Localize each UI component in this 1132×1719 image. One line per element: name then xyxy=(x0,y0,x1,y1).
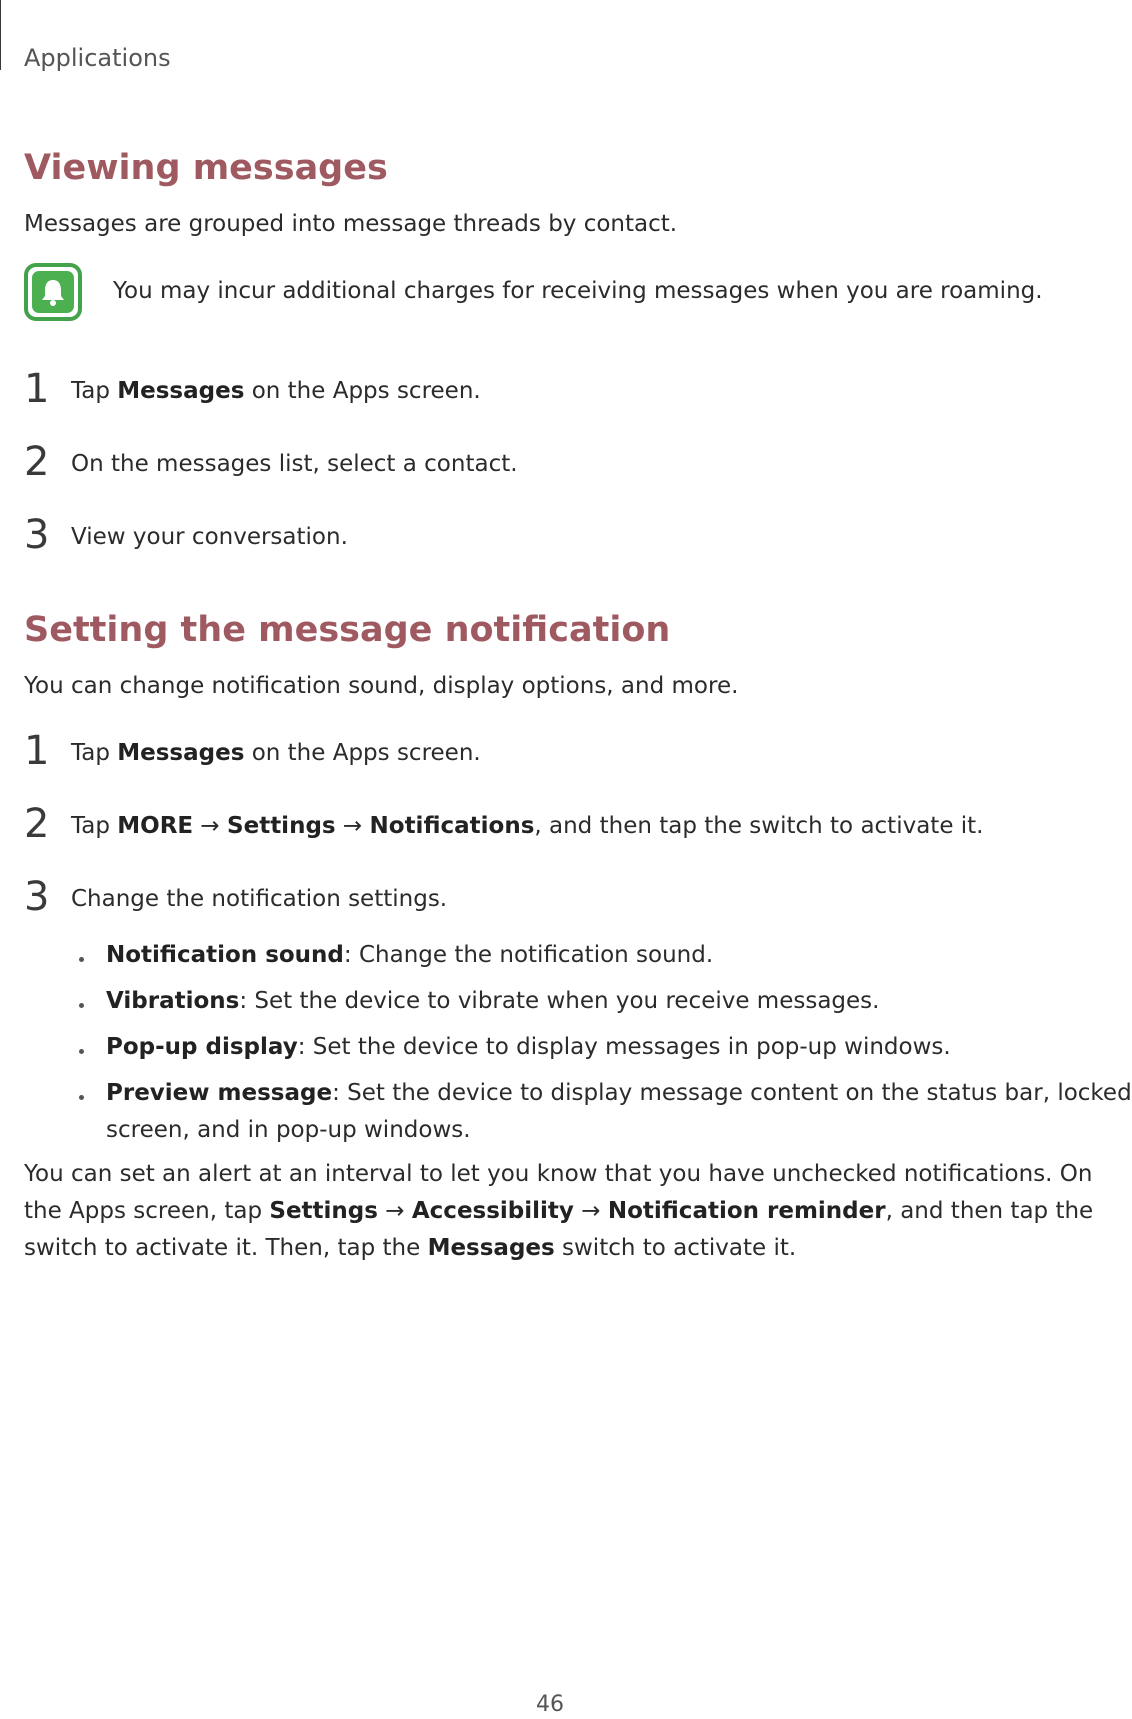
notification-step-number: 3 xyxy=(24,874,50,920)
viewing-step-2: On the messages list, select a contact. xyxy=(71,451,518,477)
corner-rule xyxy=(0,0,1,70)
section-title-viewing: Viewing messages xyxy=(24,148,388,188)
viewing-step-number: 1 xyxy=(24,366,50,412)
viewing-intro: Messages are grouped into message threads by contact. xyxy=(24,211,678,237)
notification-step-3: Change the notification settings. xyxy=(71,886,448,912)
note-text: You may incur additional charges for receiving messages when you are roaming. xyxy=(113,278,1043,304)
section-title-notification: Setting the message notification xyxy=(24,610,671,650)
page-number: 46 xyxy=(536,1692,564,1717)
notification-step-number: 2 xyxy=(24,801,50,847)
notification-step-2: Tap MORE → Settings → Notifications, and then tap the switch to activate it. xyxy=(71,813,984,839)
outro-line-1: You can set an alert at an interval to let you know that you have unchecked notifications. On xyxy=(24,1161,1093,1187)
bullet-preview-message: Preview message: Set the device to display message content on the status bar, locked xyxy=(106,1080,1132,1106)
viewing-step-1: Tap Messages on the Apps screen. xyxy=(71,378,481,404)
notification-step-number: 1 xyxy=(24,728,50,774)
bullet-dot xyxy=(79,1095,84,1100)
notification-intro: You can change notification sound, display options, and more. xyxy=(24,673,739,699)
viewing-step-3: View your conversation. xyxy=(71,524,348,550)
bullet-dot xyxy=(79,1003,84,1008)
bullet-dot xyxy=(79,957,84,962)
bullet-dot xyxy=(79,1049,84,1054)
viewing-step-number: 2 xyxy=(24,439,50,485)
note-bell-icon xyxy=(24,263,82,321)
bullet-preview-message-cont: screen, and in pop-up windows. xyxy=(106,1117,471,1143)
bullet-popup-display: Pop-up display: Set the device to display messages in pop-up windows. xyxy=(106,1034,951,1060)
bullet-vibrations: Vibrations: Set the device to vibrate when you receive messages. xyxy=(106,988,880,1014)
running-header: Applications xyxy=(24,44,171,72)
viewing-step-number: 3 xyxy=(24,512,50,558)
outro-line-2: the Apps screen, tap Settings → Accessibility → Notification reminder, and then tap the xyxy=(24,1198,1094,1224)
bullet-notification-sound: Notification sound: Change the notification sound. xyxy=(106,942,714,968)
notification-step-1: Tap Messages on the Apps screen. xyxy=(71,740,481,766)
outro-line-3: switch to activate it. Then, tap the Messages switch to activate it. xyxy=(24,1235,797,1261)
